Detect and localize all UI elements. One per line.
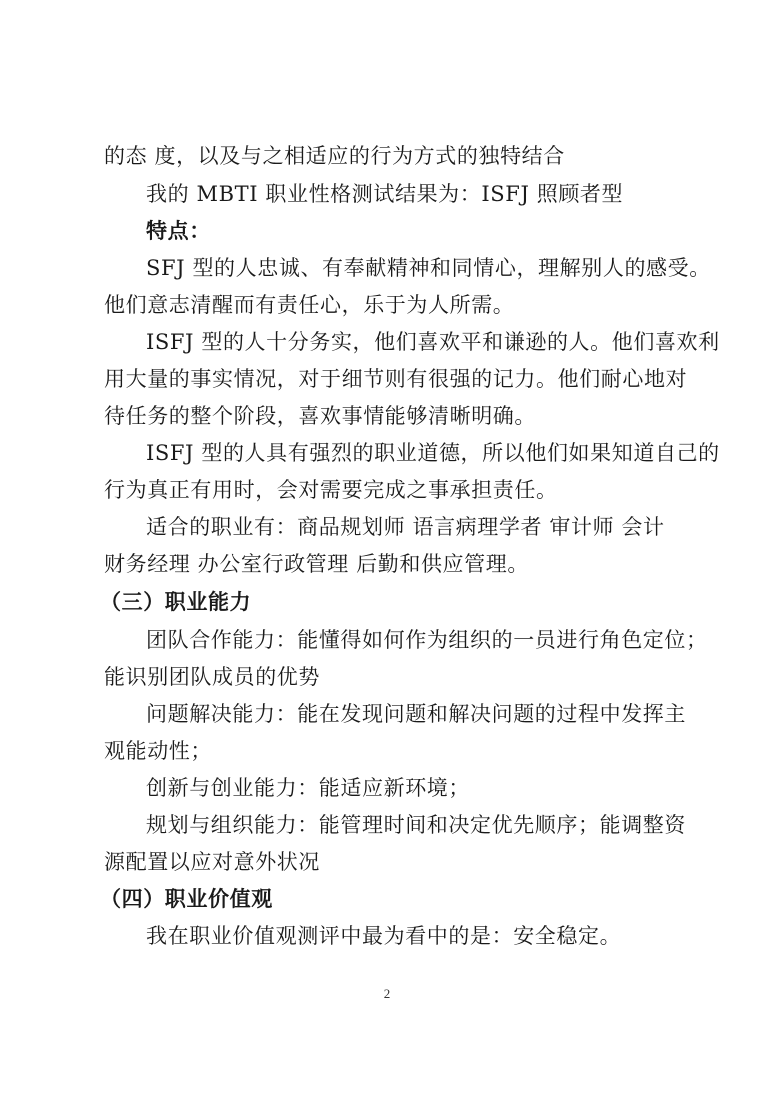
- suitable-careers-line-1: 适合的职业有：商品规划师 语言病理学者 审计师 会计: [146, 515, 665, 539]
- teamwork-ability-line-1: 团队合作能力：能懂得如何作为组织的一员进行角色定位；: [146, 628, 708, 652]
- traits-paragraph-2-line-1: ISFJ 型的人十分务实，他们喜欢平和谦逊的人。他们喜欢利: [146, 330, 720, 354]
- traits-paragraph-2-line-2: 用大量的事实情况，对于细节则有很强的记力。他们耐心地对: [104, 367, 688, 391]
- mbti-result-line: 我的 MBTI 职业性格测试结果为：ISFJ 照顾者型: [146, 182, 624, 206]
- planning-ability-line-2: 源配置以应对意外状况: [104, 850, 320, 874]
- section-heading-career-ability: （三）职业能力: [100, 589, 252, 614]
- teamwork-ability-line-2: 能识别团队成员的优势: [104, 665, 320, 689]
- traits-paragraph-3-line-2: 行为真正有用时，会对需要完成之事承担责任。: [104, 478, 558, 502]
- traits-paragraph-2-line-3: 待任务的整个阶段，喜欢事情能够清晰明确。: [104, 404, 536, 428]
- innovation-ability-line: 创新与创业能力：能适应新环境；: [146, 776, 470, 800]
- traits-paragraph-3-line-1: ISFJ 型的人具有强烈的职业道德，所以他们如果知道自己的: [146, 441, 720, 465]
- section-heading-career-values: （四）职业价值观: [100, 886, 273, 911]
- problem-solving-line-2: 观能动性；: [104, 739, 212, 763]
- problem-solving-line-1: 问题解决能力：能在发现问题和解决问题的过程中发挥主: [146, 702, 686, 726]
- traits-paragraph-1-line-1: SFJ 型的人忠诚、有奉献精神和同情心，理解别人的感受。: [146, 256, 711, 280]
- page-number: 2: [383, 986, 391, 1001]
- section-heading-traits: 特点：: [146, 218, 211, 243]
- traits-paragraph-1-line-2: 他们意志清醒而有责任心，乐于为人所需。: [104, 293, 515, 317]
- planning-ability-line-1: 规划与组织能力：能管理时间和决定优先顺序；能调整资: [146, 813, 686, 837]
- suitable-careers-line-2: 财务经理 办公室行政管理 后勤和供应管理。: [104, 552, 529, 576]
- career-values-line: 我在职业价值观测评中最为看中的是：安全稳定。: [146, 924, 622, 948]
- paragraph-line-continuation: 的态 度，以及与之相适应的行为方式的独特结合: [104, 144, 565, 168]
